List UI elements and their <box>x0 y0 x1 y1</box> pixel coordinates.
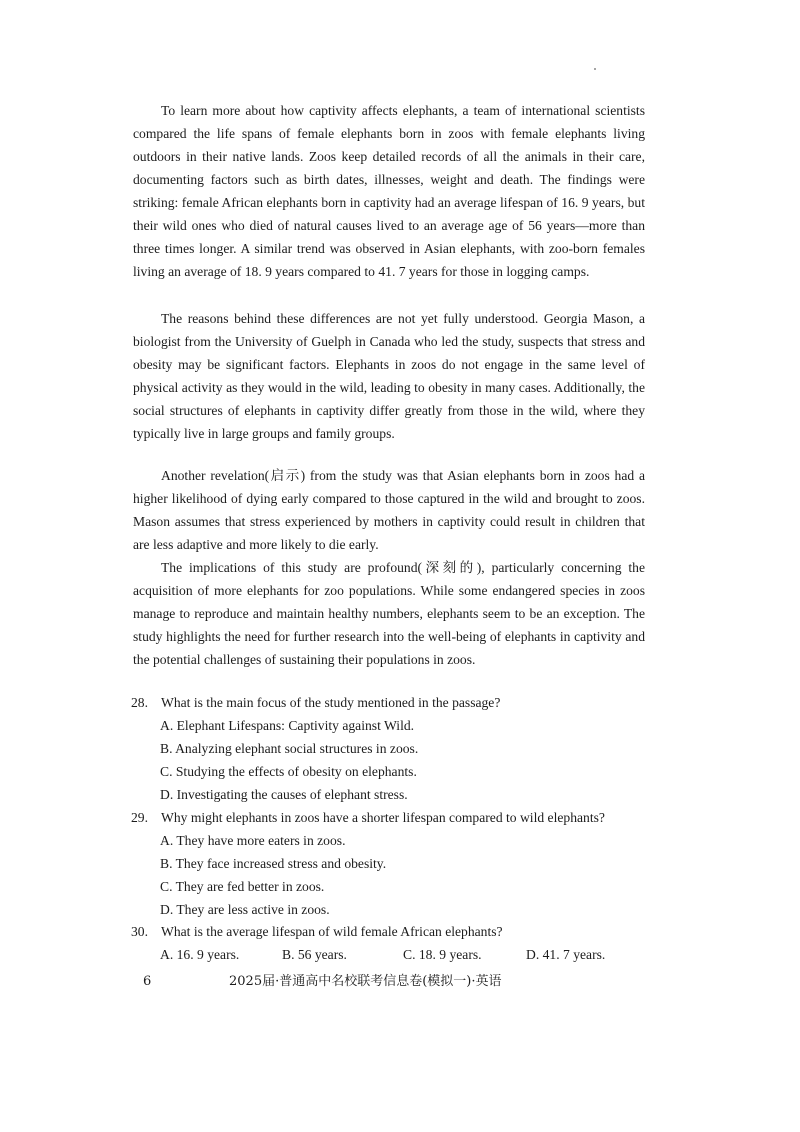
question-text: What is the average lifespan of wild female African elephants? <box>161 924 503 939</box>
passage-paragraph-4: The implications of this study are profound(深刻的), particularly concerning the acquisition of more elephants for zoo populations. While some endangered species in zoos manage to reproduce and maintain healthy numbers, elephants seem to be an exception. The study highlights the need for further research into the well-being of elephants in captivity and the potential challenges of sustaining their populations in zoos. <box>133 560 645 667</box>
question-text: Why might elephants in zoos have a shorter lifespan compared to wild elephants? <box>161 810 605 825</box>
question-29-option-d: D. They are less active in zoos. <box>160 902 330 917</box>
question-29-option-a: A. They have more eaters in zoos. <box>160 833 346 848</box>
page-number: 6 <box>143 974 152 989</box>
passage-paragraph-1: To learn more about how captivity affects elephants, a team of international scientists compared the life spans of female elephants born in zoos with female elephants living outdoors in their native lands. Zoos keep detailed records of all the animals in their care, documenting factors such as birth dates, illnesses, weight and death. The findings were striking: female African elephants born in captivity had an average lifespan of 16. 9 years, but their wild ones who died of natural causes lived to an average age of 56 years—more than three times longer. A similar trend was observed in Asian elephants, with zoo-born females living an average of 18. 9 years compared to 41. 7 years for those in logging camps. <box>133 103 645 279</box>
question-28-option-b: B. Analyzing elephant social structures in zoos. <box>160 741 419 756</box>
question-number: 29. <box>131 810 148 825</box>
passage-paragraph-3: Another revelation(启示) from the study was that Asian elephants born in zoos had a higher likelihood of dying early compared to those captured in the wild and brought to zoos. Mason assumes that stress experienced by mothers in captivity could result in children that are less adaptive and more likely to die early. <box>133 468 645 552</box>
question-number: 28. <box>131 695 148 710</box>
question-number: 30. <box>131 924 148 939</box>
question-text: What is the main focus of the study mentioned in the passage? <box>161 695 501 710</box>
question-28-option-d: D. Investigating the causes of elephant stress. <box>160 787 408 802</box>
question-30-option-a: A. 16. 9 years. <box>160 947 240 962</box>
passage-paragraph-2: The reasons behind these differences are not yet fully understood. Georgia Mason, a biologist from the University of Guelph in Canada who led the study, suspects that stress and obesity may be significant factors. Elephants in zoos do not engage in the same level of physical activity as they would in the wild, leading to obesity in many cases. Additionally, the social structures of elephants in captivity differ greatly from those in the wild, where they typically live in large groups and family groups. <box>133 311 645 441</box>
question-28 <box>131 693 500 713</box>
question-29 <box>131 808 605 828</box>
question-30-option-c: C. 18. 9 years. <box>403 947 482 962</box>
question-30-option-b: B. 56 years. <box>282 947 347 962</box>
question-30-option-d: D. 41. 7 years. <box>526 947 606 962</box>
footer-exam-title: 2025届·普通高中名校联考信息卷(模拟一)·英语 <box>229 974 502 989</box>
question-30 <box>131 922 503 942</box>
question-29-option-c: C. They are fed better in zoos. <box>160 879 325 894</box>
question-28-option-a: A. Elephant Lifespans: Captivity against Wild. <box>160 718 415 733</box>
scan-speck <box>594 68 596 70</box>
question-28-option-c: C. Studying the effects of obesity on elephants. <box>160 764 417 779</box>
question-29-option-b: B. They face increased stress and obesity. <box>160 856 387 871</box>
